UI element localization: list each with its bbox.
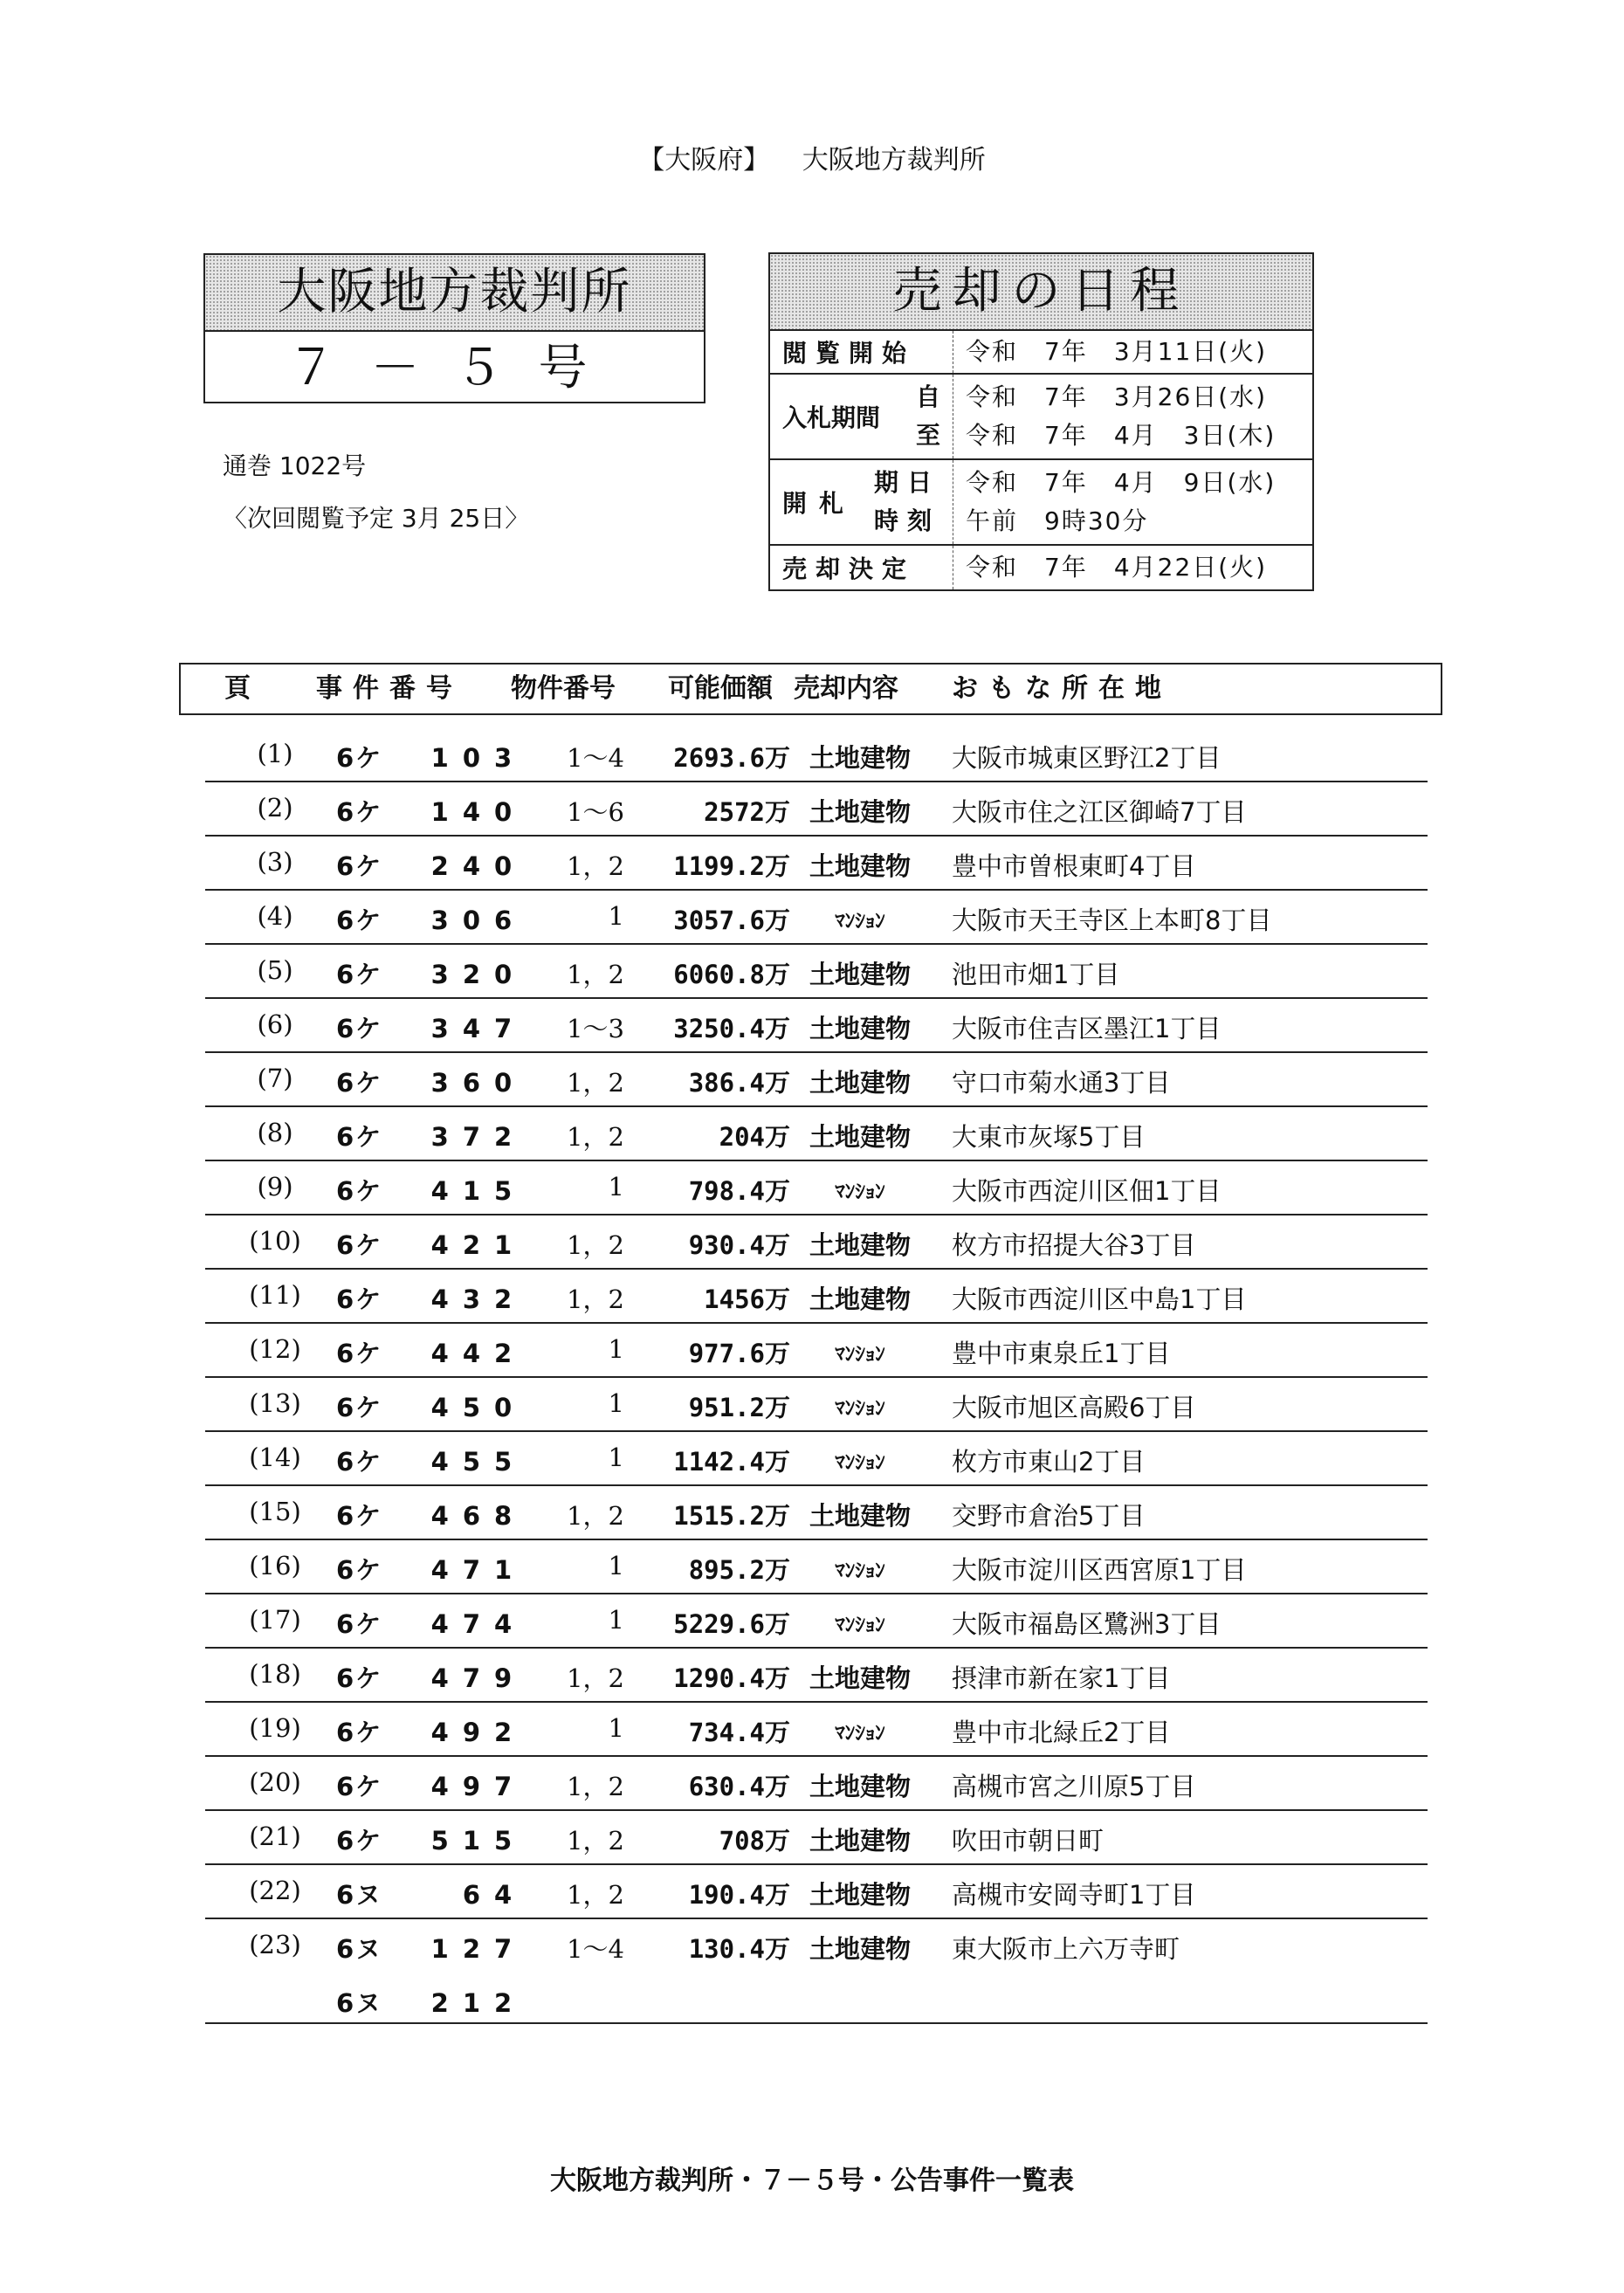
row-price: 3250.4万	[673, 1014, 790, 1043]
row-page: (12)	[249, 1334, 301, 1364]
row-case-number	[336, 1443, 526, 1478]
row-case-number	[336, 1334, 526, 1370]
table-row	[205, 1863, 1428, 1919]
row-page: (17)	[249, 1605, 301, 1635]
case-number: 455	[430, 1447, 526, 1477]
row-property-number: 1	[608, 1172, 624, 1202]
row-location: 大阪市福島区鷺洲3丁目	[952, 1609, 1221, 1639]
row-property-number: 1，2	[567, 1880, 624, 1910]
table-row	[205, 1809, 1428, 1865]
schedule-sub-label: 時刻	[873, 506, 940, 535]
table-row	[205, 1268, 1428, 1324]
row-sale-type: 土地建物	[809, 1014, 911, 1043]
row-page: (14)	[249, 1443, 301, 1472]
row-case-number	[336, 1659, 526, 1695]
case-prefix: 6ヌ	[336, 1880, 383, 1910]
row-sale-type: ﾏﾝｼｮﾝ	[835, 1560, 885, 1582]
case-prefix: 6ケ	[336, 1176, 383, 1206]
next-viewing-date: 〈次回閲覧予定 3月 25日〉	[223, 504, 530, 533]
schedule-row-bidding	[770, 375, 1312, 460]
case-number: 479	[430, 1663, 526, 1693]
table-row	[205, 1918, 1428, 1972]
case-prefix: 6ケ	[336, 1393, 383, 1422]
schedule-label: 閲覧開始	[770, 331, 953, 373]
table-row	[205, 1484, 1428, 1540]
row-case-number	[336, 901, 526, 937]
case-number: 240	[430, 851, 526, 881]
row-property-number: 1，2	[567, 1501, 624, 1531]
row-price: 1142.4万	[673, 1447, 790, 1477]
row-price: 708万	[719, 1826, 790, 1856]
header-property-number: 物件番号	[511, 673, 616, 704]
row-property-number: 1，2	[567, 1284, 624, 1314]
row-location: 大阪市淀川区西宮原1丁目	[952, 1555, 1247, 1585]
row-page: (9)	[257, 1172, 293, 1202]
row-location: 豊中市北緑丘2丁目	[952, 1718, 1171, 1747]
table-row	[205, 835, 1428, 891]
case-prefix: 6ケ	[336, 1663, 383, 1693]
table-row	[205, 1376, 1428, 1432]
case-prefix: 6ケ	[336, 905, 383, 935]
case-number: 306	[430, 905, 526, 935]
row-property-number: 1	[608, 1713, 624, 1743]
table-row	[205, 1105, 1428, 1161]
row-sale-type: 土地建物	[809, 743, 911, 773]
row-property-number: 1，2	[567, 960, 624, 989]
row-location: 大阪市西淀川区中島1丁目	[952, 1284, 1247, 1314]
schedule-value: 令和 7年 3月26日(水)	[966, 382, 1268, 411]
table-row	[205, 1051, 1428, 1107]
header-price: 可能価額	[668, 673, 773, 704]
row-location: 摂津市新在家1丁目	[952, 1663, 1171, 1693]
row-property-number: 1，2	[567, 1230, 624, 1260]
case-prefix: 6ケ	[336, 743, 383, 773]
row-location: 高槻市宮之川原5丁目	[952, 1772, 1196, 1801]
row-sale-type: 土地建物	[809, 851, 911, 881]
row-page: (7)	[257, 1064, 293, 1093]
issue-number: ７－５号	[286, 340, 623, 396]
schedule-value: 令和 7年 4月 3日(木)	[966, 421, 1276, 450]
row-location: 大阪市旭区高殿6丁目	[952, 1393, 1196, 1422]
schedule-sub-label: 自	[915, 382, 940, 411]
row-case-number	[336, 1280, 526, 1316]
row-sale-type: 土地建物	[809, 1826, 911, 1856]
table-row	[205, 1755, 1428, 1811]
row-sale-type: ﾏﾝｼｮﾝ	[835, 1722, 885, 1745]
case-number: 421	[430, 1230, 526, 1260]
row-location: 大阪市天王寺区上本町8丁目	[952, 905, 1272, 935]
row-property-number: 1〜4	[567, 1934, 624, 1964]
case-number: 468	[430, 1501, 526, 1531]
case-prefix: 6ケ	[336, 1339, 383, 1368]
row-page: (16)	[249, 1551, 301, 1580]
row-price: 5229.6万	[673, 1609, 790, 1639]
case-prefix: 6ケ	[336, 1068, 383, 1098]
row-location: 池田市畑1丁目	[952, 960, 1120, 989]
row-page: (8)	[257, 1118, 293, 1147]
case-prefix: 6ケ	[336, 1826, 383, 1856]
schedule-row-viewing	[770, 331, 1312, 375]
row-property-number: 1，2	[567, 851, 624, 881]
row-case-number	[336, 1497, 526, 1532]
row-sale-type: 土地建物	[809, 1772, 911, 1801]
row-case-number	[336, 1388, 526, 1424]
row-price: 6060.8万	[673, 960, 790, 989]
table-row	[205, 1430, 1428, 1486]
case-number: 320	[430, 960, 526, 989]
schedule-value: 午前 9時30分	[966, 506, 1149, 535]
row-page: (13)	[249, 1388, 301, 1418]
case-number: 360	[430, 1068, 526, 1098]
row-location: 東大阪市上六万寺町	[952, 1934, 1180, 1964]
case-number: 415	[430, 1176, 526, 1206]
court-name: 大阪地方裁判所	[205, 255, 704, 332]
table-row	[205, 1214, 1428, 1270]
row-case-number	[336, 1226, 526, 1262]
case-prefix: 6ヌ	[336, 1988, 383, 2018]
row-page: (3)	[257, 847, 293, 877]
row-price: 1199.2万	[673, 851, 790, 881]
case-prefix: 6ケ	[336, 851, 383, 881]
table-row	[205, 726, 1428, 782]
row-price: 930.4万	[688, 1230, 790, 1260]
row-case-number	[336, 1009, 526, 1045]
header-case-number: 事件番号	[316, 673, 463, 704]
court-label: 大阪地方裁判所	[802, 145, 986, 176]
row-location: 交野市倉治5丁目	[952, 1501, 1146, 1531]
row-property-number: 1	[608, 1551, 624, 1580]
row-property-number: 1	[608, 1443, 624, 1472]
case-number: 515	[430, 1826, 526, 1856]
case-number: 212	[430, 1988, 526, 2018]
row-price: 630.4万	[688, 1772, 790, 1801]
row-sale-type: ﾏﾝｼｮﾝ	[835, 1397, 885, 1420]
table-row	[205, 1322, 1428, 1378]
row-sale-type: 土地建物	[809, 1501, 911, 1531]
row-page: (22)	[249, 1876, 301, 1905]
row-location: 吹田市朝日町	[952, 1826, 1104, 1856]
row-page: (6)	[257, 1009, 293, 1039]
row-case-number	[336, 1064, 526, 1099]
row-sale-type: ﾏﾝｼｮﾝ	[835, 1451, 885, 1474]
row-page: (15)	[249, 1497, 301, 1526]
row-price: 977.6万	[688, 1339, 790, 1368]
row-location: 大阪市住吉区墨江1丁目	[952, 1014, 1221, 1043]
row-sale-type: 土地建物	[809, 1934, 911, 1964]
row-case-number	[336, 847, 526, 883]
case-prefix: 6ケ	[336, 1501, 383, 1531]
prefecture-label: 【大阪府】	[638, 145, 770, 176]
row-sale-type: 土地建物	[809, 1230, 911, 1260]
table-row	[205, 1593, 1428, 1649]
row-price: 1456万	[704, 1284, 790, 1314]
case-number: 140	[430, 797, 526, 827]
row-page: (20)	[249, 1767, 301, 1797]
row-case-number	[336, 1821, 526, 1857]
row-case-number	[336, 739, 526, 775]
court-title-box	[203, 253, 705, 403]
row-sale-type: ﾏﾝｼｮﾝ	[835, 1343, 885, 1366]
row-case-number	[336, 1605, 526, 1641]
row-price: 3057.6万	[673, 905, 790, 935]
table-header	[179, 663, 1442, 715]
row-sale-type: 土地建物	[809, 1663, 911, 1693]
table-row	[205, 997, 1428, 1053]
schedule-value: 令和 7年 4月22日(火)	[966, 553, 1268, 582]
row-location: 大東市灰塚5丁目	[952, 1122, 1146, 1152]
case-prefix: 6ケ	[336, 1014, 383, 1043]
row-sale-type: 土地建物	[809, 1122, 911, 1152]
case-number: 127	[430, 1934, 526, 1964]
row-sale-type: 土地建物	[809, 960, 911, 989]
table-bottom-rule	[205, 2022, 1428, 2024]
row-case-number	[336, 955, 526, 991]
case-number: 471	[430, 1555, 526, 1585]
row-location: 大阪市西淀川区佃1丁目	[952, 1176, 1221, 1206]
case-prefix: 6ケ	[336, 797, 383, 827]
table-row	[205, 1160, 1428, 1215]
row-property-number: 1	[608, 1388, 624, 1418]
table-row	[205, 1647, 1428, 1703]
row-page: (10)	[249, 1226, 301, 1256]
schedule-sub-label: 至	[915, 421, 940, 450]
row-property-number: 1，2	[567, 1068, 624, 1098]
case-prefix: 6ケ	[336, 1122, 383, 1152]
row-case-number	[336, 793, 526, 829]
row-price: 734.4万	[688, 1718, 790, 1747]
row-location: 枚方市招提大谷3丁目	[952, 1230, 1196, 1260]
row-case-number	[336, 1172, 526, 1208]
row-sale-type: 土地建物	[809, 1284, 911, 1314]
row-page: (11)	[249, 1280, 301, 1310]
row-price: 204万	[719, 1122, 790, 1152]
schedule-sub-label: 期日	[873, 468, 940, 497]
row-price: 1515.2万	[673, 1501, 790, 1531]
schedule-row-opening	[770, 460, 1312, 546]
row-sale-type: 土地建物	[809, 797, 911, 827]
case-prefix: 6ヌ	[336, 1934, 383, 1964]
row-location: 豊中市東泉丘1丁目	[952, 1339, 1171, 1368]
case-prefix: 6ケ	[336, 1609, 383, 1639]
row-property-number: 1，2	[567, 1663, 624, 1693]
row-property-number: 1	[608, 1605, 624, 1635]
row-case-number	[336, 1713, 526, 1749]
row-case-number	[336, 1767, 526, 1803]
schedule-label: 開札	[782, 489, 857, 518]
table-row	[205, 1539, 1428, 1594]
row-case-number	[336, 1930, 526, 1966]
row-location: 高槻市安岡寺町1丁目	[952, 1880, 1196, 1910]
row-property-number: 1，2	[567, 1772, 624, 1801]
schedule-value: 令和 7年 3月11日(火)	[966, 337, 1268, 366]
row-price: 386.4万	[688, 1068, 790, 1098]
row-property-number: 1〜4	[567, 743, 624, 773]
row-page: (2)	[257, 793, 293, 823]
page-header	[0, 138, 1624, 176]
case-number: 474	[430, 1609, 526, 1639]
row-price: 2693.6万	[673, 743, 790, 773]
case-prefix: 6ケ	[336, 1772, 383, 1801]
schedule-label: 入札期間	[782, 403, 881, 432]
row-property-number: 1〜6	[567, 797, 624, 827]
row-location: 豊中市曽根東町4丁目	[952, 851, 1196, 881]
row-page: (23)	[249, 1930, 301, 1959]
row-case-number	[336, 1551, 526, 1587]
row-sale-type: ﾏﾝｼｮﾝ	[835, 1614, 885, 1636]
schedule-title: 売却の日程	[770, 254, 1312, 331]
row-price: 951.2万	[688, 1393, 790, 1422]
row-case-number	[336, 1118, 526, 1153]
table-row	[205, 1972, 1428, 2026]
case-number: 492	[430, 1718, 526, 1747]
row-location: 大阪市城東区野江2丁目	[952, 743, 1221, 773]
sale-schedule-box	[768, 252, 1314, 591]
case-number: 432	[430, 1284, 526, 1314]
table-row	[205, 1701, 1428, 1757]
row-location: 大阪市住之江区御崎7丁目	[952, 797, 1247, 827]
schedule-label: 売却決定	[770, 546, 953, 589]
case-number: 372	[430, 1122, 526, 1152]
row-price: 2572万	[704, 797, 790, 827]
row-page: (1)	[257, 739, 293, 768]
schedule-value: 令和 7年 4月 9日(水)	[966, 468, 1276, 497]
row-location: 守口市菊水通3丁目	[952, 1068, 1171, 1098]
header-location: おもな所在地	[952, 673, 1172, 704]
row-price: 190.4万	[688, 1880, 790, 1910]
table-row	[205, 943, 1428, 999]
case-number: 442	[430, 1339, 526, 1368]
header-page: 頁	[224, 673, 254, 704]
case-number: 450	[430, 1393, 526, 1422]
row-sale-type: ﾏﾝｼｮﾝ	[835, 1181, 885, 1203]
row-page: (21)	[249, 1821, 301, 1851]
case-number: 347	[430, 1014, 526, 1043]
row-page: (5)	[257, 955, 293, 985]
case-number: 497	[430, 1772, 526, 1801]
row-location: 枚方市東山2丁目	[952, 1447, 1146, 1477]
row-property-number: 1，2	[567, 1122, 624, 1152]
row-case-number	[336, 1876, 526, 1911]
row-property-number: 1	[608, 901, 624, 931]
row-price: 130.4万	[688, 1934, 790, 1964]
case-prefix: 6ケ	[336, 960, 383, 989]
case-prefix: 6ケ	[336, 1718, 383, 1747]
case-prefix: 6ケ	[336, 1284, 383, 1314]
schedule-row-decision	[770, 546, 1312, 589]
table-row	[205, 781, 1428, 837]
row-sale-type: 土地建物	[809, 1880, 911, 1910]
row-page: (4)	[257, 901, 293, 931]
volume-number: 通巻 1022号	[223, 451, 367, 480]
row-price: 798.4万	[688, 1176, 790, 1206]
case-prefix: 6ケ	[336, 1230, 383, 1260]
row-property-number: 1，2	[567, 1826, 624, 1856]
row-price: 1290.4万	[673, 1663, 790, 1693]
table-row	[205, 889, 1428, 945]
header-sale-type: 売却内容	[794, 673, 898, 704]
row-sale-type: ﾏﾝｼｮﾝ	[835, 910, 885, 933]
row-page: (18)	[249, 1659, 301, 1689]
case-number: 103	[430, 743, 526, 773]
case-number: 64	[462, 1880, 526, 1910]
case-prefix: 6ケ	[336, 1555, 383, 1585]
row-page: (19)	[249, 1713, 301, 1743]
row-sale-type: 土地建物	[809, 1068, 911, 1098]
row-property-number: 1〜3	[567, 1014, 624, 1043]
row-price: 895.2万	[688, 1555, 790, 1585]
row-case-number	[336, 1984, 526, 2020]
page-footer: 大阪地方裁判所・７－５号・公告事件一覧表	[550, 2166, 1074, 2196]
case-prefix: 6ケ	[336, 1447, 383, 1477]
row-property-number: 1	[608, 1334, 624, 1364]
